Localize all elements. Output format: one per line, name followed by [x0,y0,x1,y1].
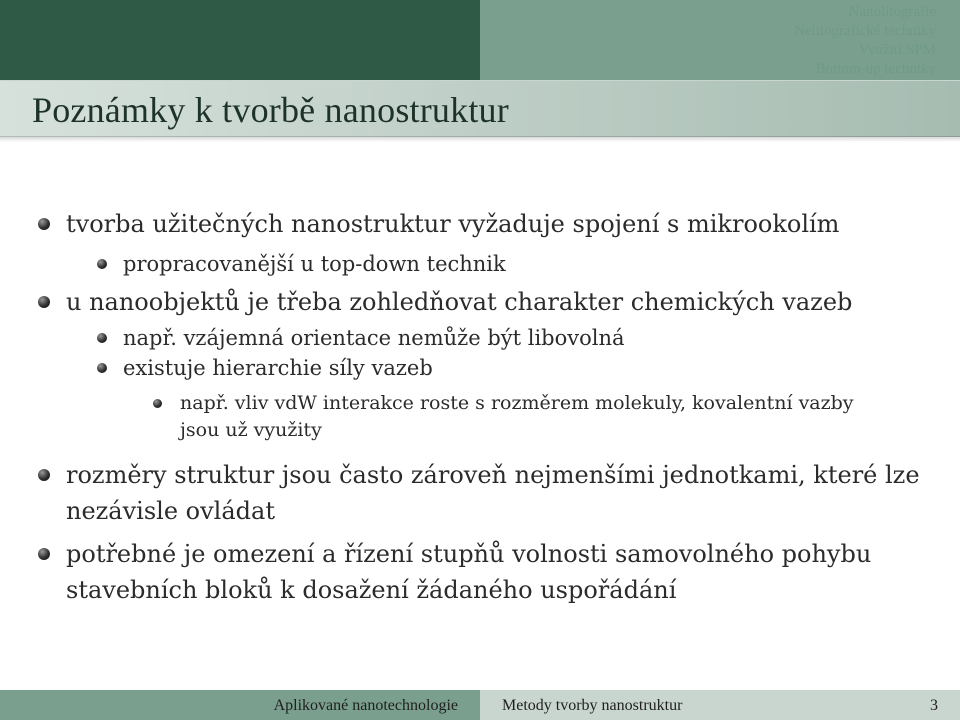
section-list [480,3,960,79]
bullet-text-continued: jsou už využity [180,419,322,441]
footer-frame-title: Metody tvorby nanostruktur [502,697,683,714]
page-number: 3 [930,697,938,714]
bullet-icon [38,296,50,308]
header-navigation [0,0,960,80]
footer [0,690,960,720]
footer-frame-info [480,690,960,720]
nav-section-bottom-up[interactable]: Bottom-up techniky [815,61,936,77]
bullet-icon [97,333,107,343]
footer-course [0,690,480,720]
bullet-text-continued: stavebních bloků k dosažení žádaného uspořádání [66,576,677,604]
bullet-text: potřebné je omezení a řízení stupňů volnosti samovolného pohybu [66,540,872,568]
bullet-text: tvorba užitečných nanostruktur vyžaduje spojení s mikrookolím [66,210,840,238]
frame-title-bar [0,80,960,137]
bullet-icon [97,259,107,269]
bullet-icon [153,399,162,408]
bullet-text: např. vliv vdW interakce roste s rozměrem molekuly, kovalentní vazby [180,392,854,414]
page-title: Poznámky k tvorbě nanostruktur [32,90,509,130]
bullet-icon [97,363,107,373]
bullet-icon [38,469,50,481]
bullet-icon [38,548,50,560]
bullet-text-continued: nezávisle ovládat [66,497,275,525]
bullet-icon [38,218,50,230]
bullet-text: propracovanější u top-down technik [123,252,506,276]
bullet-text: u nanoobjektů je třeba zohledňovat charakter chemických vazeb [66,288,853,316]
nav-section-nanolitografie[interactable]: Nanolitografie [848,4,936,20]
nav-section-nelitograficke[interactable]: Nelitografické techniky [793,23,936,39]
title-shadow [0,136,960,142]
bullet-text: existuje hierarchie síly vazeb [123,356,433,380]
bullet-text: např. vzájemná orientace nemůže být libovolná [123,326,625,350]
nav-left-panel [0,0,480,80]
course-title: Aplikované nanotechnologie [273,697,458,714]
bullet-text: rozměry struktur jsou často zároveň nejmenšími jednotkami, které lze [66,461,920,489]
nav-section-vyuziti-spm[interactable]: Využití SPM [858,42,936,58]
